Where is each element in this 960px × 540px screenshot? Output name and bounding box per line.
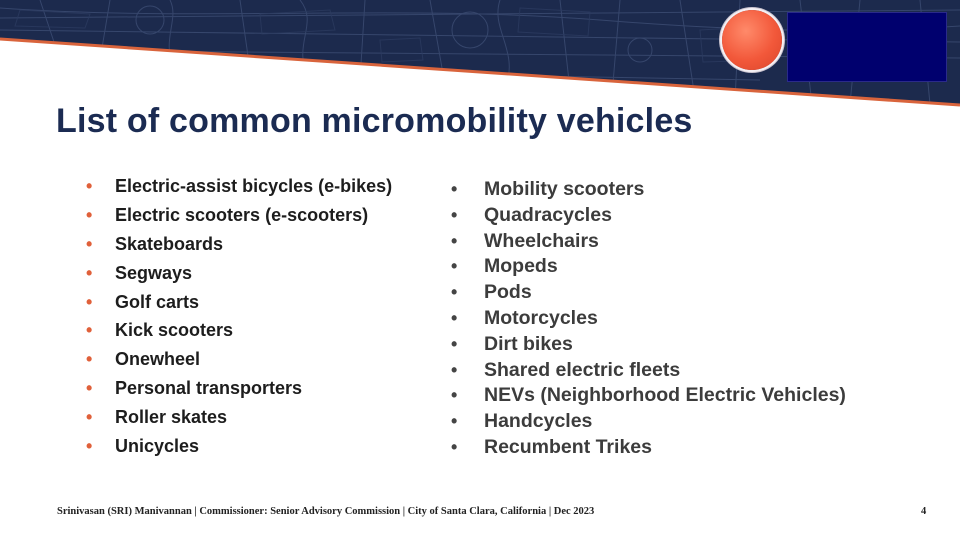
list-item-label: Electric-assist bicycles (e-bikes) <box>115 176 393 196</box>
list-item <box>86 376 392 405</box>
list-item <box>451 409 846 435</box>
list-item-label: Pods <box>484 281 532 304</box>
list-item <box>451 280 846 306</box>
list-item <box>86 405 392 434</box>
bullet: • <box>86 378 93 399</box>
list-item-label: Unicycles <box>115 436 200 457</box>
list-item-label: Skateboards <box>115 233 224 254</box>
list-item-label: Mopeds <box>484 255 558 278</box>
bullet: • <box>86 176 93 196</box>
list-item-label: Dirt bikes <box>484 332 573 355</box>
bullet: • <box>451 230 458 251</box>
list-item-label: Mobility scooters <box>484 178 645 200</box>
bullet: • <box>451 333 458 354</box>
list-item-label: Electric scooters (e-scooters) <box>115 204 369 225</box>
bullet: • <box>451 256 458 277</box>
logo-circle <box>722 10 782 70</box>
list-item <box>451 177 846 203</box>
bullet: • <box>86 233 93 254</box>
bullet: • <box>451 282 458 303</box>
bullet: • <box>451 204 458 225</box>
list-item-label: Roller skates <box>115 407 228 428</box>
logo-box <box>787 12 947 82</box>
list-item <box>451 254 846 280</box>
list-item-label: Personal transporters <box>115 378 303 399</box>
list-item-label: Quadracycles <box>484 203 612 226</box>
list-item-label: Kick scooters <box>115 320 234 341</box>
bullet: • <box>451 359 458 380</box>
bullet: • <box>86 436 93 457</box>
list-item <box>86 347 392 376</box>
list-item <box>86 174 392 203</box>
list-item-label: Golf carts <box>115 291 200 312</box>
list-item <box>451 306 846 332</box>
bullet: • <box>86 349 93 370</box>
list-item <box>86 203 392 232</box>
list-item-label: Motorcycles <box>484 306 598 329</box>
list-item-label: Handcycles <box>484 410 593 433</box>
list-item <box>451 358 846 384</box>
right-vehicle-list <box>451 177 846 461</box>
slide-title: List of common micromobility vehicles <box>56 102 693 140</box>
list-item-label: Recumbent Trikes <box>484 435 652 458</box>
bullet: • <box>451 385 458 406</box>
list-item-label: Onewheel <box>115 349 201 370</box>
left-vehicle-list <box>86 174 392 463</box>
list-item <box>451 435 846 461</box>
bullet: • <box>86 204 93 225</box>
list-item <box>451 332 846 358</box>
list-item <box>86 232 392 261</box>
bullet: • <box>86 291 93 312</box>
bullet: • <box>451 179 458 199</box>
slide-footer: Srinivasan (SRI) Manivannan | Commissioner: Senior Advisory Commission | City of Santa Clara, California | Dec 2023 <box>57 506 595 517</box>
bullet: • <box>86 262 93 283</box>
bullet: • <box>451 411 458 432</box>
bullet: • <box>451 307 458 328</box>
list-item <box>86 261 392 290</box>
list-item <box>451 229 846 255</box>
list-item-label: Segways <box>115 262 193 283</box>
list-item <box>451 203 846 229</box>
list-item <box>86 434 392 463</box>
list-item <box>451 383 846 409</box>
bullet: • <box>86 407 93 428</box>
list-item-label: NEVs (Neighborhood Electric Vehicles) <box>484 384 846 407</box>
bullet: • <box>451 436 458 457</box>
bullet: • <box>86 320 93 341</box>
list-item-label: Wheelchairs <box>484 229 599 252</box>
page-number: 4 <box>921 506 927 517</box>
list-item <box>86 318 392 347</box>
list-item-label: Shared electric fleets <box>484 358 681 381</box>
list-item <box>86 290 392 319</box>
